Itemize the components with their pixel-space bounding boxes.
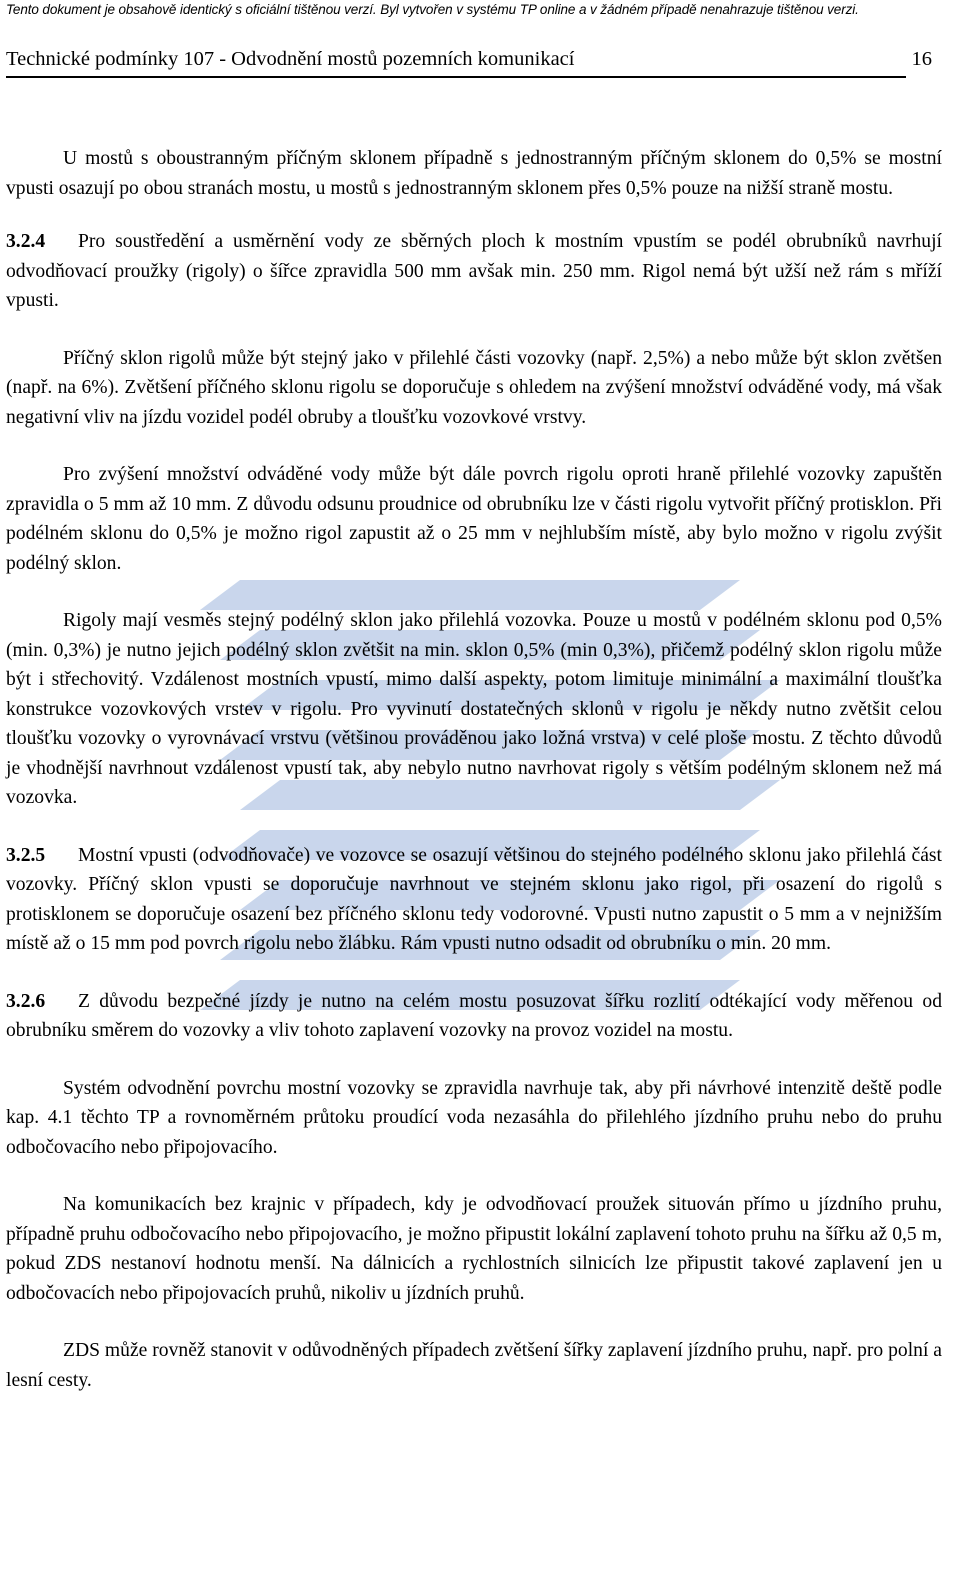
paragraph-gutter-longitudinal-slope: Rigoly mají vesměs stejný podélný sklon jako přilehlá vozovka. Pouze u mostů v podélném sklonu pod 0,5% (min. 0,3%) je nutno jejich podélný sklon zvětšit na min. sklon 0,5% (min 0,3%), přičemž podélný sklon rigolu může být i střechovitý. Vzdálenost mostních vpustí, mimo další aspekty, potom limituje minimální a maximální tloušťka konstrukce vozovkových vrstev v rigolu. Pro vyvinutí dostatečných sklonů v rigolu je někdy nutno zvětšit celou tloušťku vozovky o vyrovnávací vrstvu (většinou prováděnou jako ložná vrstva) v celé ploše mostu. Z těchto důvodů je vhodnější navrhnout vzdálenost vpustí tak, aby nebylo nutno navrhovat rigoly s větším podélným sklonem než má vozovka.	[6, 610, 942, 808]
paragraph-gutter-recess: Pro zvýšení množství odváděné vody může být dále povrch rigolu oproti hraně přilehlé vozovky zapuštěn zpravidla o 5 mm až 10 mm. Z důvodu odsunu proudnice od obrubníku lze v části rigolu vytvořit příčný protisklon. Při podélném sklonu do 0,5% je možno rigol zapustit až o 25 mm v nejhlubším místě, aby bylo možno v rigolu zvýšit podélný sklon.	[6, 464, 942, 574]
section-3-2-6	[6, 987, 942, 1046]
section-number: 3.2.5	[6, 844, 46, 866]
section-3-2-5	[6, 841, 942, 959]
paragraph-zds-widening: ZDS může rovněž stanovit v odůvodněných případech zvětšení šířky zaplavení jízdního pruhu, např. pro polní a lesní cesty.	[6, 1340, 942, 1391]
section-3-2-4	[6, 227, 942, 316]
paragraph-local-flooding: Na komunikacích bez krajnic v případech, kdy je odvodňovací proužek situován přímo u jízdního pruhu, případně pruhu odbočovacího nebo připojovacího, je možno připustit lokální zaplavení tohoto pruhu na šířku až 0,5 m, pokud ZDS nestanoví hodnotu menší. Na dálnicích a rychlostních silnicích lze připustit takové zaplavení jen u odbočovacích nebo připojovacích pruhů, nikoliv u jízdních pruhů.	[6, 1194, 942, 1304]
header-divider	[6, 76, 906, 78]
section-number: 3.2.6	[6, 990, 46, 1012]
official-version-notice: Tento dokument je obsahově identický s oficiální tištěnou verzí. Byl vytvořen v systému TP online a v žádném případě nenahrazuje tištěnou verzi.	[6, 2, 859, 17]
paragraph-drainage-design: Systém odvodnění povrchu mostní vozovky se zpravidla navrhuje tak, aby při návrhové intenzitě deště podle kap. 4.1 těchto TP a rovnoměrném průtoku proudící voda nezasáhla do přilehlého jízdního pruhu nebo do pruhu odbočovacího nebo připojovacího.	[6, 1077, 942, 1158]
section-text: Pro soustředění a usměrnění vody ze sběrných ploch k mostním vpustím se podél obrubníků navrhují odvodňovací proužky (rigoly) o šířce zpravidla 500 mm avšak min. 250 mm. Rigol nemá být užší než rám s mříží vpusti.	[6, 231, 942, 311]
page-number: 16	[911, 48, 932, 70]
section-text: Z důvodu bezpečné jízdy je nutno na celém mostu posuzovat šířku rozlití odtékající vody měřenou od obrubníku směrem do vozovky a vliv tohoto zaplavení vozovky na provoz vozidel na mostu.	[6, 990, 942, 1041]
section-text: Mostní vpusti (odvodňovače) ve vozovce se osazují většinou do stejného podélného sklonu jako přilehlá část vozovky. Příčný sklon vpusti se doporučuje navrhnout ve stejném sklonu jako rigol, při osazení do rigolů s protisklonem se doporučuje osazení bez příčného sklonu tedy vodorovné. Vpusti nutno zapustit o 5 mm a v nejnižším místě až o 15 mm pod povrch rigolu nebo žlábku. Rám vpusti nutno odsadit od obrubníku o min. 20 mm.	[6, 844, 942, 954]
section-number: 3.2.4	[6, 231, 46, 252]
document-title: Technické podmínky 107 - Odvodnění mostů pozemních komunikací	[6, 48, 575, 70]
paragraph-bridge-inlets-placement: U mostů s oboustranným příčným sklonem případně s jednostranným příčným sklonem do 0,5% se mostní vpusti osazují po obou stranách mostu, u mostů s jednostranným sklonem přes 0,5% pouze na nižší straně mostu.	[6, 148, 942, 199]
document-body	[6, 144, 942, 1423]
paragraph-gutter-cross-slope: Příčný sklon rigolů může být stejný jako v přilehlé části vozovky (např. 2,5%) a nebo může být sklon zvětšen (např. na 6%). Zvětšení příčného sklonu rigolu se doporučuje s ohledem na zvýšení množství odváděné vody, má však negativní vliv na jízdu vozidel podél obruby a tloušťku vozovkové vrstvy.	[6, 347, 942, 428]
